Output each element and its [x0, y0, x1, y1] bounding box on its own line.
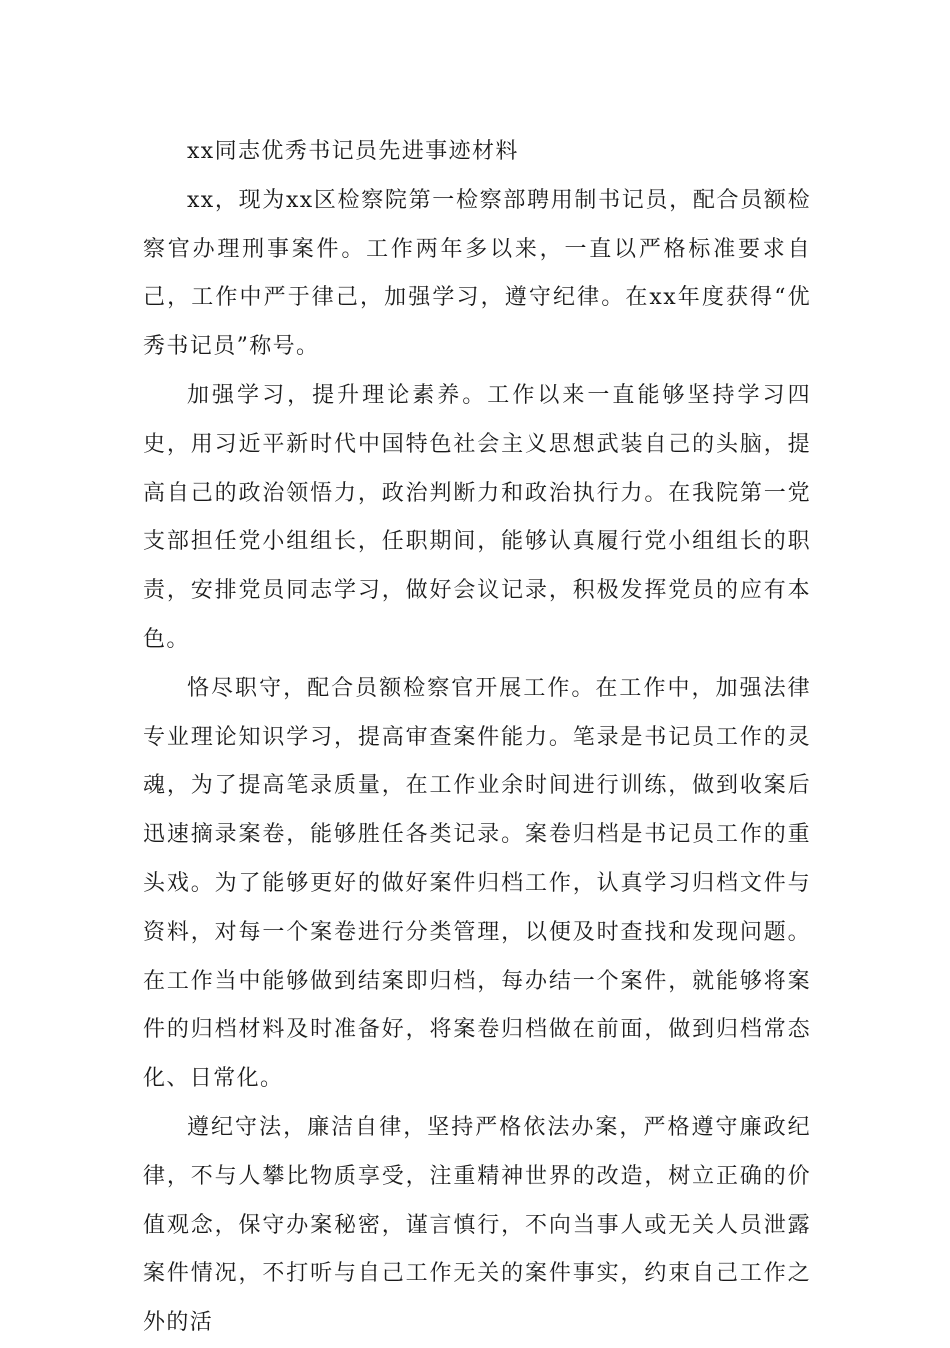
paragraph-intro: xx，现为xx区检察院第一检察部聘用制书记员，配合员额检察官办理刑事案件。工作两年多以来，一直以严格标准要求自己，工作中严于律己，加强学习，遵守纪律。在xx年度获得“优秀书记员”称号。 [143, 187, 811, 360]
paragraph-study: 加强学习，提升理论素养。工作以来一直能够坚持学习四史，用习近平新时代中国特色社会主义思想武装自己的头脑，提高自己的政治领悟力，政治判断力和政治执行力。在我院第一党支部担任党小组组长，任职期间，能够认真履行党小组组长的职责，安排党员同志学习，做好会议记录，积极发挥党员的应有本色。 [143, 382, 811, 652]
paragraph-discipline: 遵纪守法，廉洁自律，坚持严格依法办案，严格遵守廉政纪律，不与人攀比物质享受，注重精神世界的改造，树立正确的价值观念，保守办案秘密，谨言慎行，不向当事人或无关人员泄露案件情况，不打听与自己工作无关的案件事实，约束自己工作之外的活 [143, 1114, 811, 1336]
document-title: xx同志优秀书记员先进事迹材料 [187, 139, 519, 164]
document-body [143, 128, 811, 1348]
paragraph-duty: 恪尽职守，配合员额检察官开展工作。在工作中，加强法律专业理论知识学习，提高审查案件能力。笔录是书记员工作的灵魂，为了提高笔录质量，在工作业余时间进行训练，做到收案后迅速摘录案卷，能够胜任各类记录。案卷归档是书记员工作的重头戏。为了能够更好的做好案件归档工作，认真学习归档文件与资料，对每一个案卷进行分类管理，以便及时查找和发现问题。在工作当中能够做到结案即归档，每办结一个案件，就能够将案件的归档材料及时准备好，将案卷归档做在前面，做到归档常态化、日常化。 [143, 675, 811, 1092]
